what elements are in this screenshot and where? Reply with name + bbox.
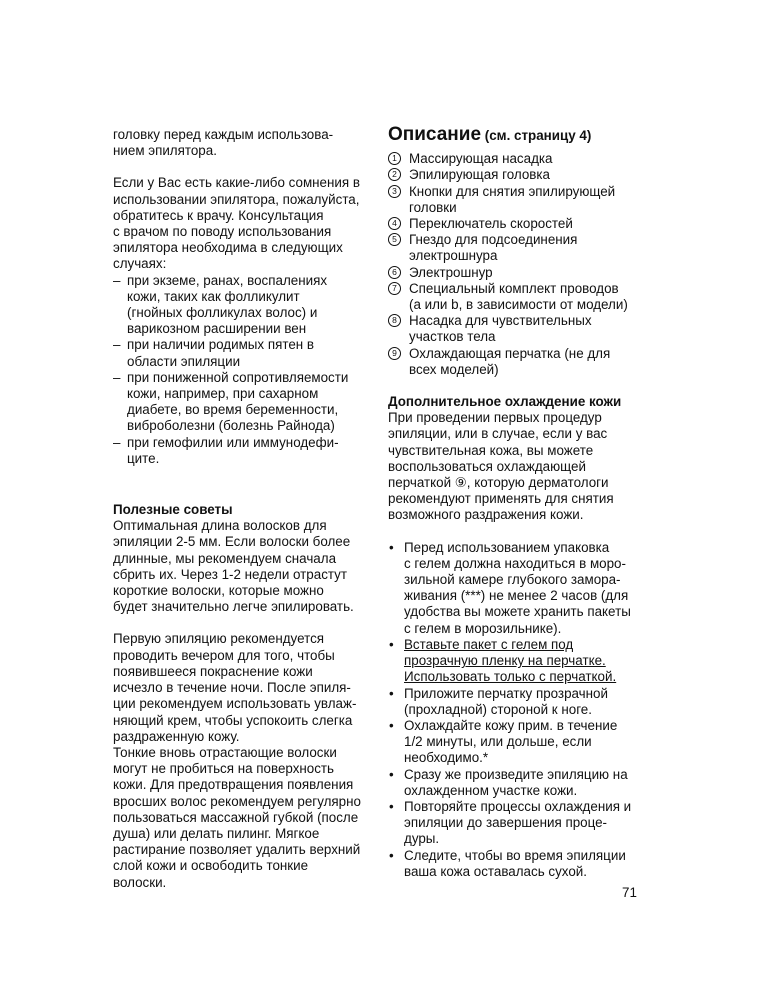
parts-list bbox=[388, 151, 650, 378]
cooling-heading: Дополнительное охлаждение кожи bbox=[388, 394, 622, 410]
tips-paragraph-1: Оптимальная длина волосков для эпиляции 2-5 мм. Если волоски более длинные, мы рекомендуем сначала сбрить их. Через 1-2 недели отрастут короткие волоски, которые можно будет значительно легче эпилировать. bbox=[113, 518, 354, 615]
number-circle: 3 bbox=[388, 185, 401, 198]
cooling-paragraph: При проведении первых процедур эпиляции, или в случае, если у вас чувствительная кожа, вы можете воспользоваться охлаждающей перчаткой ⑨, которую дерматологи рекомендуют применять для снятия возможного раздражения кожи. bbox=[388, 410, 614, 523]
description-title: Описание bbox=[388, 124, 482, 145]
underlined-instruction: Вставьте пакет с гелем под прозрачную пленку на перчатке. Использовать только с перчаткой. bbox=[404, 636, 617, 685]
list-item: • Перед использованием упаковка с гелем должна находиться в моро- зильной камере глубокого заморa- живания (***) не менее 2 часов (для удобства вы можете хранить пакеты с гелем в морозильнике). bbox=[389, 539, 631, 636]
description-heading bbox=[388, 124, 650, 145]
list-item: – при пониженной сопротивляемости кожи, например, при сахарном диабете, во время беременности, виброболезни (болезнь Райнода) bbox=[113, 369, 349, 434]
list-item: • Охлаждайте кожу прим. в течение 1/2 минуты, или дольше, если необходимо.* bbox=[389, 717, 618, 766]
list-item: – при гемофилии или иммунодефи- ците. bbox=[113, 434, 339, 466]
number-circle: 1 bbox=[388, 152, 401, 165]
number-circle: 6 bbox=[388, 266, 401, 279]
number-circle: 8 bbox=[388, 314, 401, 327]
list-item: • Сразу же произведите эпиляцию на охлажденном участке кожи. bbox=[389, 766, 628, 798]
list-item: – при наличии родимых пятен в области эпиляции bbox=[113, 337, 314, 369]
number-circle: 9 bbox=[388, 347, 401, 360]
list-item: 6 Электрошнур bbox=[388, 265, 650, 281]
cases-list bbox=[113, 273, 373, 467]
number-circle: 2 bbox=[388, 168, 401, 181]
list-item: – при экземе, ранах, воспалениях кожи, таких как фолликулит (гнойных фолликулах волос) и варикозном расширении вен bbox=[113, 272, 328, 337]
tips-paragraph-3: Тонкие вновь отрастающие волоски могут не пробиться на поверхность кожи. Для предотвращения появления вросших волос рекомендуем регулярно пользоваться массажной губкой (после душа) или делать пилинг. Мягкое растирание позволяет удалить верхний слой кожи и освободить тонкие волоски. bbox=[113, 744, 361, 890]
list-item: 2 Эпилирующая головка bbox=[388, 167, 650, 183]
list-item: • Следите, чтобы во время эпиляции ваша кожа оставалась сухой. bbox=[389, 847, 626, 879]
list-item: 9 Охлаждающая перчатка (не для всех моделей) bbox=[388, 346, 650, 378]
list-item: 3 Кнопки для снятия эпилирующей головки bbox=[388, 184, 650, 216]
number-circle: 7 bbox=[388, 282, 401, 295]
list-item: 4 Переключатель скоростей bbox=[388, 216, 650, 232]
tips-heading: Полезные советы bbox=[113, 502, 233, 518]
bullet-icon: • bbox=[389, 847, 394, 863]
bullet-icon: • bbox=[389, 539, 394, 555]
list-item: 8 Насадка для чувствительных участков тела bbox=[388, 313, 650, 345]
list-item: 7 Специальный комплект проводов (a или b, в зависимости от модели) bbox=[388, 281, 650, 313]
number-circle: 4 bbox=[388, 217, 401, 230]
doubt-paragraph: Если у Вас есть какие-либо сомнения в использовании эпилятора, пожалуйста, обратитесь к врачу. Консультация с врачом по поводу использования эпилятора необходима в следующих случаях: bbox=[113, 175, 360, 272]
list-item: • Приложите перчатку прозрачной (прохладной) стороной к ноге. bbox=[389, 685, 608, 717]
description-page-ref: (см. страницу 4) bbox=[484, 128, 592, 143]
number-circle: 5 bbox=[388, 233, 401, 246]
bullet-icon: • bbox=[389, 685, 394, 701]
page-number: 71 bbox=[622, 885, 637, 900]
bullet-icon: • bbox=[389, 717, 394, 733]
bullet-icon: • bbox=[389, 636, 394, 652]
left-column bbox=[113, 127, 373, 891]
list-item: 5 Гнездо для подсоединения электрошнура bbox=[388, 232, 650, 264]
intro-text: головку перед каждым использова- нием эпилятора. bbox=[113, 127, 334, 159]
bullet-icon: • bbox=[389, 766, 394, 782]
list-item: • Повторяйте процессы охлаждения и эпиляции до завершения проце- дуры. bbox=[389, 798, 632, 847]
list-item bbox=[388, 637, 650, 686]
cooling-steps-list bbox=[388, 540, 650, 880]
list-item: 1 Массирующая насадка bbox=[388, 151, 650, 167]
bullet-icon: • bbox=[389, 798, 394, 814]
right-column bbox=[388, 124, 650, 880]
tips-paragraph-2: Первую эпиляцию рекомендуется проводить вечером для того, чтобы появившееся покраснение кожи исчезло в течение ночи. После эпиля- ции рекомендуем использовать увлаж- няющий крем, чтобы успокоить слегка раздраженную кожу. bbox=[113, 631, 357, 744]
